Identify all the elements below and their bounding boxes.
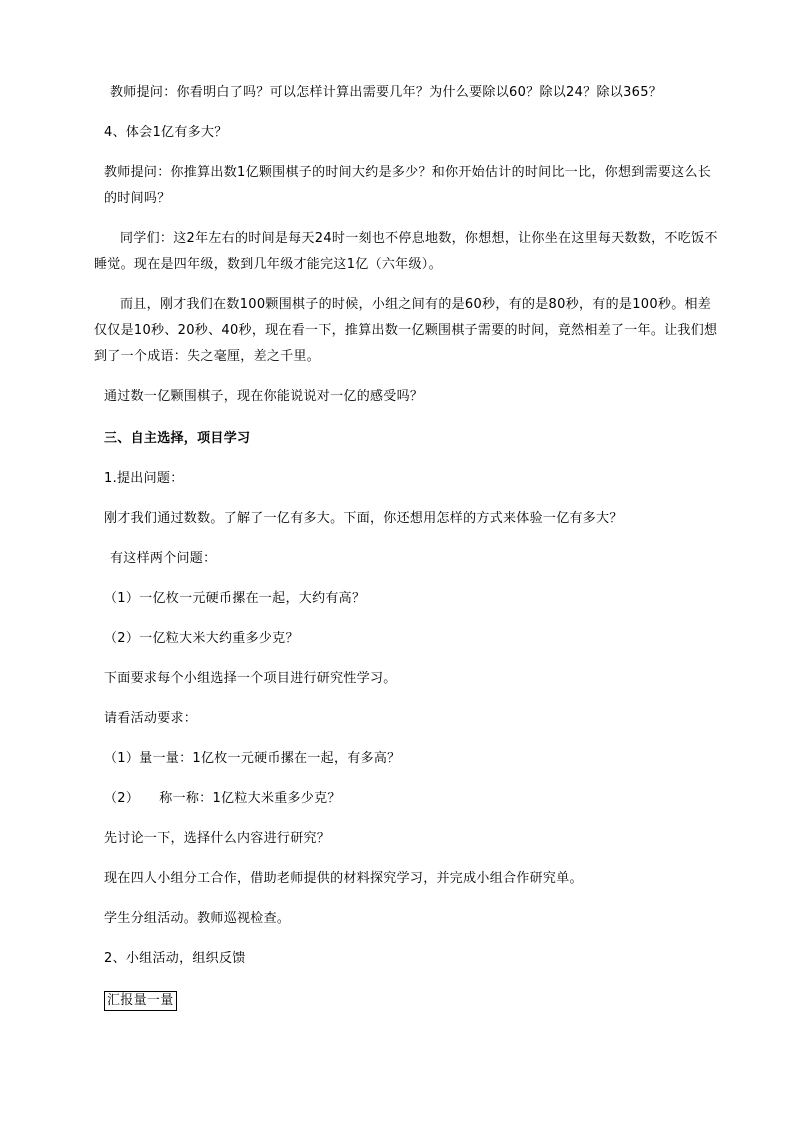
paragraph-teacher-question-1: 教师提问：你看明白了吗？可以怎样计算出需要几年？为什么要除以60？除以24？除以365？ xyxy=(110,85,663,100)
paragraph-group-requirement: 下面要求每个小组选择一个项目进行研究性学习。 xyxy=(104,671,397,686)
paragraph-group-cooperation: 现在四人小组分工合作，借助老师提供的材料探究学习，并完成小组合作研究单。 xyxy=(104,871,583,886)
paragraph-activity-requirements: 请看活动要求： xyxy=(104,711,198,726)
paragraph-teacher-question-2: 教师提问：你推算出数1亿颗围棋子的时间大约是多少？和你开始估计的时间比一比，你想到需要这么长的时间吗？ xyxy=(104,165,712,206)
boxed-label-report-measure: 汇报量一量 xyxy=(104,991,177,1011)
heading-feel-one-hundred-million: 4、体会1亿有多大？ xyxy=(104,125,228,140)
heading-raise-questions: 1.提出问题： xyxy=(104,471,184,486)
activity-weigh: （2） 称一称：1亿粒大米重多少克？ xyxy=(104,791,341,806)
paragraph-time-difference: 而且，刚才我们在数100颗围棋子的时候，小组之间有的是60秒，有的是80秒，有的是100秒。相差仅仅是10秒、20秒、40秒，现在看一下，推算出数一亿颗围棋子需要的时间，竟然相差了一年。让我们想到了一个成语：失之毫厘，差之千里。 xyxy=(94,297,718,364)
paragraph-student-activity: 学生分组活动。教师巡视检查。 xyxy=(104,911,291,926)
question-rice-weight: （2）一亿粒大米大约重多少克？ xyxy=(104,631,299,646)
paragraph-two-questions: 有这样两个问题： xyxy=(110,551,217,566)
paragraph-students-2-years: 同学们：这2年左右的时间是每天24时一刻也不停息地数，你想想，让你坐在这里每天数数，不吃饭不睡觉。现在是四年级，数到几年级才能完这1亿（六年级）。 xyxy=(94,231,718,272)
section-heading-project-learning: 三、自主选择，项目学习 xyxy=(104,431,251,446)
paragraph-feeling-question: 通过数一亿颗围棋子，现在你能说说对一亿的感受吗？ xyxy=(104,389,424,404)
activity-measure: （1）量一量：1亿枚一元硬币摞在一起，有多高？ xyxy=(104,751,401,766)
paragraph-experience-method: 刚才我们通过数数。了解了一亿有多大。下面，你还想用怎样的方式来体验一亿有多大？ xyxy=(104,511,623,526)
paragraph-discuss: 先讨论一下，选择什么内容进行研究？ xyxy=(104,831,331,846)
heading-group-feedback: 2、小组活动，组织反馈 xyxy=(104,951,246,966)
question-coins-height: （1）一亿枚一元硬币摞在一起，大约有高？ xyxy=(104,591,366,606)
